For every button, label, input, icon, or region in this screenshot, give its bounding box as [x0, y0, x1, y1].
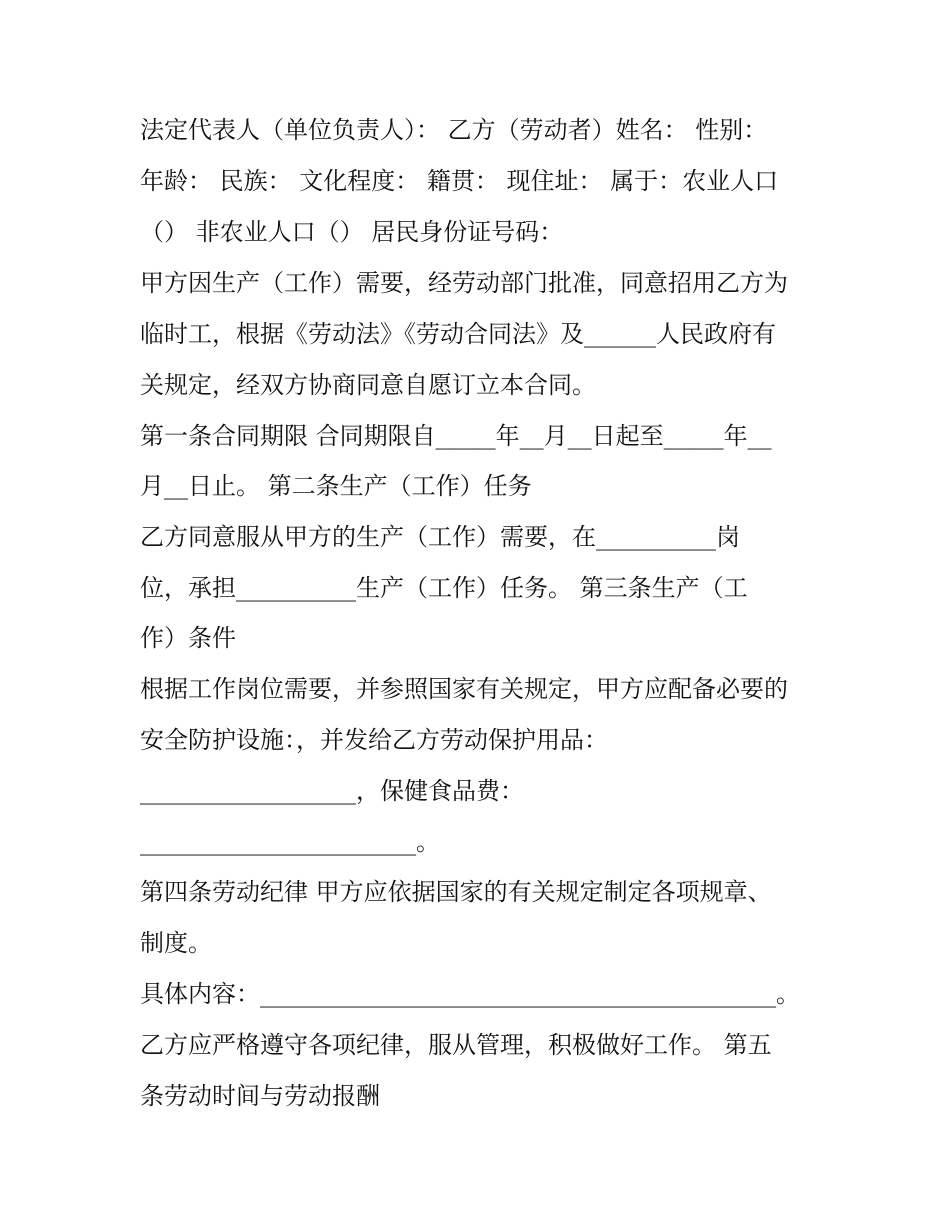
text-line: 根据工作岗位需要，并参照国家有关规定，甲方应配备必要的 [140, 675, 788, 703]
text-line: 制度。 [140, 929, 212, 957]
text-line: __________________，保健食品费： [140, 777, 524, 805]
text-line: 关规定，经双方协商同意自愿订立本合同。 [140, 371, 596, 399]
text-line: 作）条件 [140, 624, 236, 652]
text-line: 安全防护设施：，并发给乙方劳动保护用品： [140, 726, 608, 754]
text-line: （） 非农业人口（） 居民身份证号码： [140, 218, 564, 246]
text-line: 乙方应严格遵守各项纪律，服从管理，积极做好工作。 第五 [140, 1031, 772, 1059]
text-line: 法定代表人（单位负责人）： 乙方（劳动者）姓名： 性别： [140, 116, 768, 144]
text-line: 第四条劳动纪律 甲方应依据国家的有关规定制定各项规章、 [140, 878, 772, 906]
text-line: 第一条合同期限 合同期限自_____年__月__日起至_____年__ [140, 422, 772, 450]
text-line: 乙方同意服从甲方的生产（工作）需要，在__________岗 [140, 523, 740, 551]
text-line: 月__日止。 第二条生产（工作）任务 [140, 472, 532, 500]
text-line: 位，承担__________生产（工作）任务。 第三条生产（工 [140, 574, 748, 602]
text-line: 年龄： 民族： 文化程度： 籍贯： 现住址： 属于：农业人口 [140, 167, 779, 195]
text-line: 临时工，根据《劳动法》《劳动合同法》及______人民政府有 [140, 320, 776, 348]
text-line: 条劳动时间与劳动报酬 [140, 1082, 380, 1110]
text-line: _______________________。 [140, 828, 440, 856]
text-line: 甲方因生产（工作）需要，经劳动部门批准，同意招用乙方为 [140, 269, 788, 297]
text-line: 具体内容：___________________________________________。 [140, 980, 800, 1008]
